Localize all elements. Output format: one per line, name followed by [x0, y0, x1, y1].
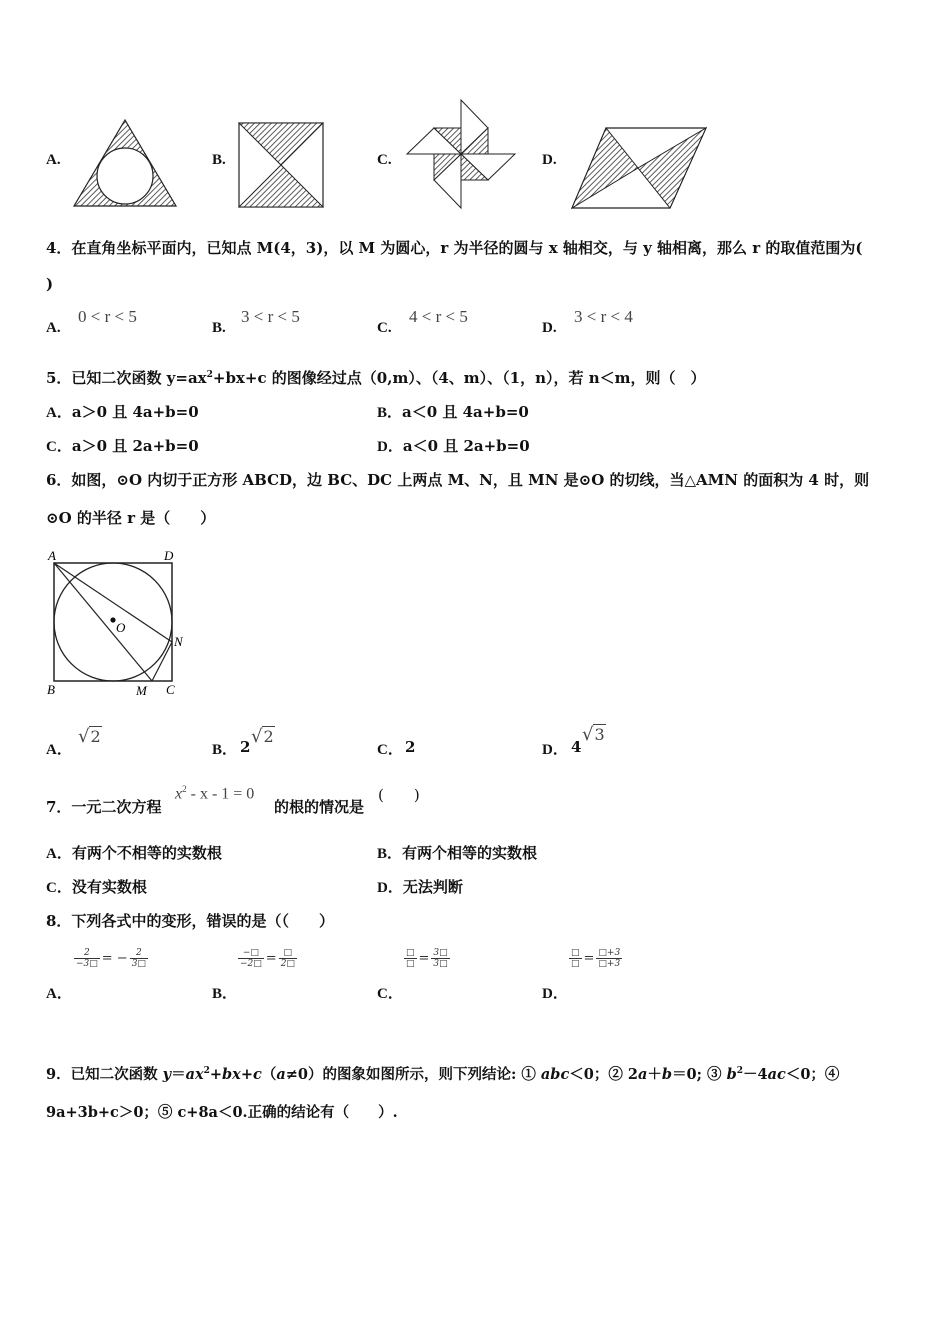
fig-label-d: D — [164, 548, 174, 563]
fig-label-b: B — [47, 682, 55, 697]
q5-option-a: A．a＞0 且 4a+b=0 — [46, 403, 199, 421]
q8-option-b-formula: $\frac{-□}{-2□}$ = $\frac{□}{2□}$ — [240, 948, 295, 969]
q4-option-d-label: D. — [542, 320, 557, 336]
q9-stem: 9．已知二次函数 $y=ax^2+bx+c(a\ne 0)$的图象如图所示，则下列结论: ① abc＜0；② 2a＋b＝0; ③ $b^2-4ac<0$；④ — [46, 1066, 840, 1083]
q3-option-c-label: C. — [377, 152, 392, 168]
q4-option-d-text: 3 < r < 4 — [574, 307, 633, 326]
q6-option-d-coef: 4 — [571, 738, 582, 756]
q7-option-d: D．无法判断 — [377, 878, 463, 896]
q8-stem: 8．下列各式中的变形，错误的是（（ ） — [46, 912, 334, 930]
q3-figure-d — [570, 126, 708, 210]
q6-figure — [44, 546, 196, 702]
q5-stem: 5．已知二次函数 $y=ax^2+bx+c$ 的图像经过点（0,m）、（4、m）、（1，n），若 n＜m，则（ ） — [46, 369, 706, 387]
q7-option-c: C．没有实数根 — [46, 878, 147, 896]
q5-option-c: C．a＞0 且 2a+b=0 — [46, 437, 199, 455]
q6-option-a-label: A． — [46, 742, 72, 758]
q7-equation: $x^2 - x - 1 = 0$ — [175, 784, 255, 803]
q6-option-b-radical: √2 — [251, 726, 274, 747]
q7-option-b: B．有两个相等的实数根 — [377, 844, 538, 862]
q9-stem-cont: 9a+3b+c＞0；⑤ c+8a＜0.正确的结论有（ ）. — [46, 1104, 398, 1121]
q3-option-d-label: D. — [542, 152, 557, 168]
q3-option-b-label: B. — [212, 152, 226, 168]
q8-option-c-formula: $\frac{□}{□}$ = $\frac{3□}{3□}$ — [406, 948, 448, 969]
q7-paren: ( ) — [378, 786, 420, 804]
q5-option-d: D．a＜0 且 2a+b=0 — [377, 437, 530, 455]
q7-stem-post: 的根的情况是 — [274, 798, 365, 816]
q4-option-b-text: 3 < r < 5 — [241, 307, 300, 326]
q4-option-b-label: B. — [212, 320, 226, 336]
q6-option-c-label: C． — [377, 742, 403, 758]
q6-option-a-value: √2 — [78, 726, 101, 747]
q6-option-c-coef: 2 — [405, 738, 416, 756]
q4-option-c-label: C. — [377, 320, 392, 336]
q8-option-a-label: A． — [46, 986, 72, 1002]
q6-option-b-coef: 2 — [240, 738, 251, 756]
q3-option-a-label: A. — [46, 152, 61, 168]
fig-label-c: C — [166, 682, 175, 697]
q7-stem-pre: 7．一元二次方程 — [46, 798, 162, 816]
q4-option-a-text: 0 < r < 5 — [78, 307, 137, 326]
q6-option-d-label: D． — [542, 742, 568, 758]
q6-option-d-radical: √3 — [582, 724, 605, 745]
q4-option-c-text: 4 < r < 5 — [409, 307, 468, 326]
q6-stem: 6．如图，⊙O 内切于正方形 ABCD，边 BC、DC 上两点 M、N，且 MN 是⊙O 的切线，当△AMN 的面积为 4 时，则 — [46, 471, 870, 489]
fig-label-n: N — [174, 634, 183, 649]
q3-figure-c — [404, 98, 518, 210]
q8-option-b-label: B． — [212, 986, 238, 1002]
q4-stem-cont: ) — [46, 275, 54, 293]
q8-option-d-formula: $\frac{□}{□}$ = $\frac{□+3}{□+3}$ — [571, 948, 621, 969]
fig-label-a: A — [48, 548, 56, 563]
q8-option-c-label: C． — [377, 986, 403, 1002]
q8-option-d-label: D． — [542, 986, 568, 1002]
fig-label-m: M — [136, 683, 147, 698]
q7-option-a: A．有两个不相等的实数根 — [46, 844, 222, 862]
q6-option-b-label: B． — [212, 742, 238, 758]
q4-stem: 4．在直角坐标平面内，已知点 M(4，3)，以 M 为圆心，r 为半径的圆与 x 轴相交，与 y 轴相离，那么 r 的取值范围为( — [46, 239, 863, 257]
q8-option-a-formula: $\frac{2}{-3□}$ = − $\frac{2}{3□}$ — [76, 948, 146, 969]
q3-figure-b — [238, 122, 324, 208]
q6-stem-cont: ⊙O 的半径 r 是（ ） — [46, 509, 216, 527]
q4-option-a-label: A. — [46, 320, 61, 336]
q3-figure-a — [72, 118, 178, 210]
q5-option-b: B．a＜0 且 4a+b=0 — [377, 403, 529, 421]
fig-label-o: O — [116, 620, 126, 635]
